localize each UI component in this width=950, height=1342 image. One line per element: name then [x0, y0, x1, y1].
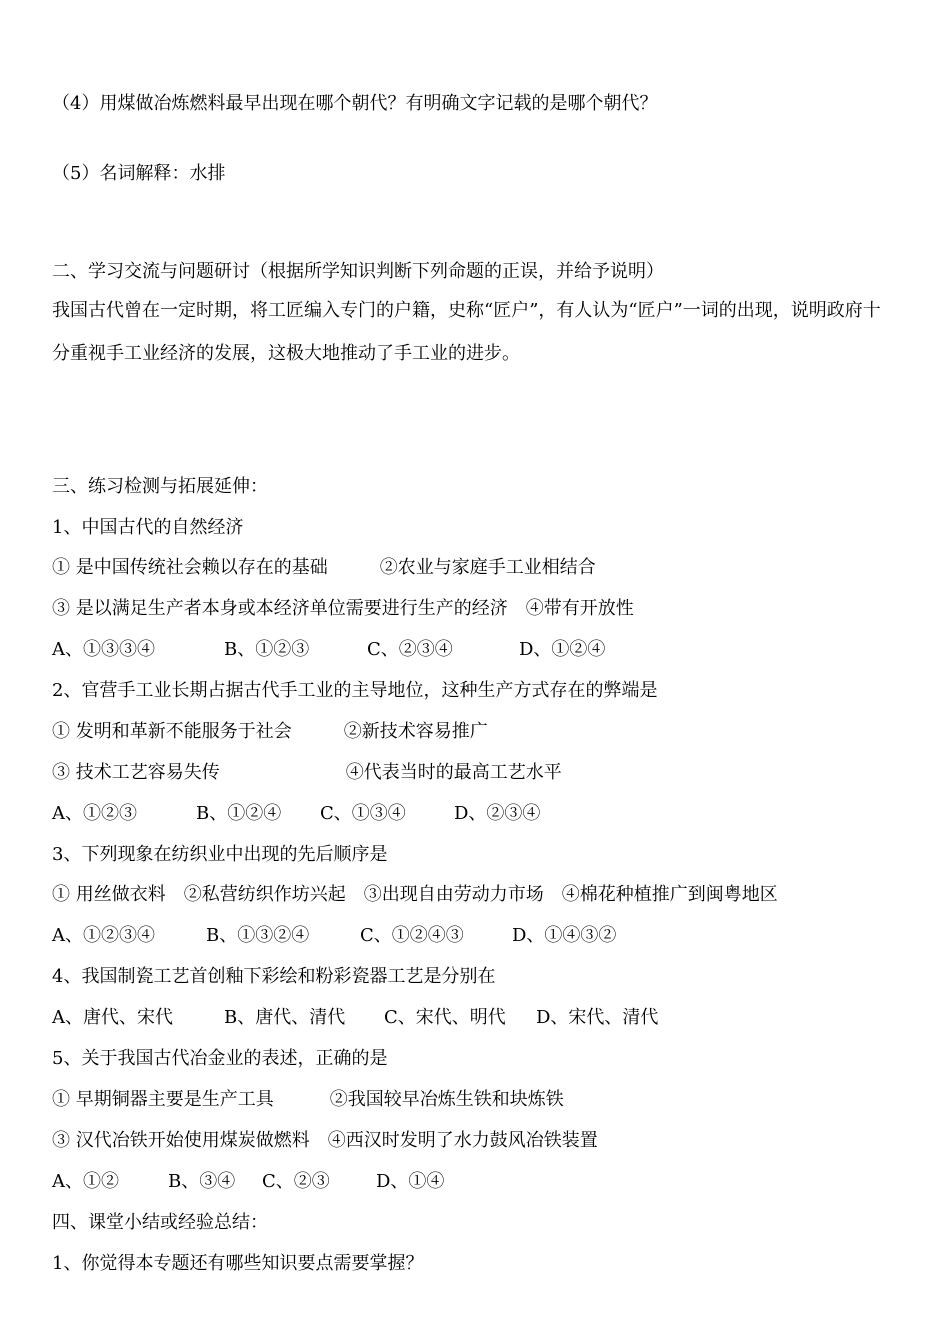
q1-options-row1 [52, 556, 596, 580]
q3-choice-b[interactable]: B、①③②④ [206, 925, 310, 946]
q2-choice-d[interactable]: D、②③④ [454, 803, 541, 824]
question-5: （5）名词解释：水排 [52, 163, 226, 184]
q5-option-1: ① 早期铜器主要是生产工具 [52, 1089, 274, 1110]
q4-choice-b[interactable]: B、唐代、清代 [224, 1007, 346, 1028]
q3-stem: 3、下列现象在纺织业中出现的先后顺序是 [52, 844, 388, 865]
q5-stem: 5、关于我国古代冶金业的表述，正确的是 [52, 1048, 388, 1069]
q2-options-row2 [52, 761, 562, 785]
q4-choice-d[interactable]: D、宋代、清代 [536, 1007, 659, 1028]
q1-choice-c[interactable]: C、②③④ [367, 639, 453, 660]
section-4-heading: 四、课堂小结或经验总结： [52, 1212, 268, 1233]
q4-stem: 4、我国制瓷工艺首创釉下彩绘和粉彩瓷器工艺是分别在 [52, 966, 496, 987]
q1-option-4: ④带有开放性 [525, 598, 634, 619]
q2-options-row1 [52, 720, 488, 744]
q3-choice-a[interactable]: A、①②③④ [52, 925, 155, 946]
q1-stem: 1、中国古代的自然经济 [52, 517, 244, 538]
q1-choice-b[interactable]: B、①②③ [224, 639, 310, 660]
q2-choices [52, 802, 540, 826]
q2-option-1: ① 发明和革新不能服务于社会 [52, 721, 292, 742]
q2-option-4: ④代表当时的最高工艺水平 [345, 762, 562, 783]
q4-choice-a[interactable]: A、唐代、宋代 [52, 1007, 173, 1028]
q1-option-1: ① 是中国传统社会赖以存在的基础 [52, 557, 328, 578]
section-3-heading: 三、练习检测与拓展延伸： [52, 476, 268, 497]
q4-choice-c[interactable]: C、宋代、明代 [384, 1007, 506, 1028]
summary-question-1: 1、你觉得本专题还有哪些知识要点需要掌握？ [52, 1253, 424, 1274]
q5-choice-d[interactable]: D、①④ [376, 1171, 445, 1192]
q3-choice-d[interactable]: D、①④③② [512, 925, 617, 946]
q3-option-1: ① 用丝做衣料 [52, 884, 166, 905]
q2-choice-a[interactable]: A、①②③ [52, 803, 137, 824]
q3-choice-c[interactable]: C、①②④③ [360, 925, 464, 946]
q5-choice-c[interactable]: C、②③ [262, 1171, 330, 1192]
q3-option-3: ③出现自由劳动力市场 [363, 884, 544, 905]
q5-options-row1 [52, 1088, 564, 1112]
section-2-body: 我国古代曾在一定时期，将工匠编入专门的户籍，史称“匠户”，有人认为“匠户”一词的出现，说明政府十分重视手工业经济的发展，这极大地推动了手工业的进步。 [52, 300, 881, 364]
q2-option-2: ②新技术容易推广 [343, 721, 488, 742]
q5-choice-a[interactable]: A、①② [52, 1171, 119, 1192]
q2-choice-b[interactable]: B、①②④ [196, 803, 282, 824]
q2-choice-c[interactable]: C、①③④ [320, 803, 406, 824]
q1-choices [52, 638, 605, 662]
section-2-heading: 二、学习交流与问题研讨（根据所学知识判断下列命题的正误，并给予说明） [52, 261, 664, 282]
q3-choices [52, 924, 616, 948]
q1-choice-a[interactable]: A、①③③④ [52, 639, 155, 660]
q5-options-row2 [52, 1129, 598, 1153]
question-4: （4）用煤做冶炼燃料最早出现在哪个朝代？有明确文字记载的是哪个朝代？ [52, 93, 658, 114]
q1-option-3: ③ 是以满足生产者本身或本经济单位需要进行生产的经济 [52, 598, 508, 619]
q5-choices [52, 1170, 444, 1194]
q5-option-2: ②我国较早冶炼生铁和块炼铁 [329, 1089, 564, 1110]
q3-option-4: ④棉花种植推广到闽粤地区 [561, 884, 778, 905]
q2-stem: 2、官营手工业长期占据古代手工业的主导地位，这种生产方式存在的弊端是 [52, 680, 658, 701]
q1-options-row2 [52, 597, 634, 621]
q3-options-row1 [52, 883, 778, 907]
q5-choice-b[interactable]: B、③④ [168, 1171, 236, 1192]
q5-option-3: ③ 汉代冶铁开始使用煤炭做燃料 [52, 1130, 310, 1151]
q2-option-3: ③ 技术工艺容易失传 [52, 762, 220, 783]
q1-choice-d[interactable]: D、①②④ [519, 639, 606, 660]
q3-option-2: ②私营纺织作坊兴起 [183, 884, 346, 905]
q4-choices [52, 1006, 658, 1030]
q5-option-4: ④西汉时发明了水力鼓风冶铁装置 [327, 1130, 598, 1151]
q1-option-2: ②农业与家庭手工业相结合 [379, 557, 596, 578]
